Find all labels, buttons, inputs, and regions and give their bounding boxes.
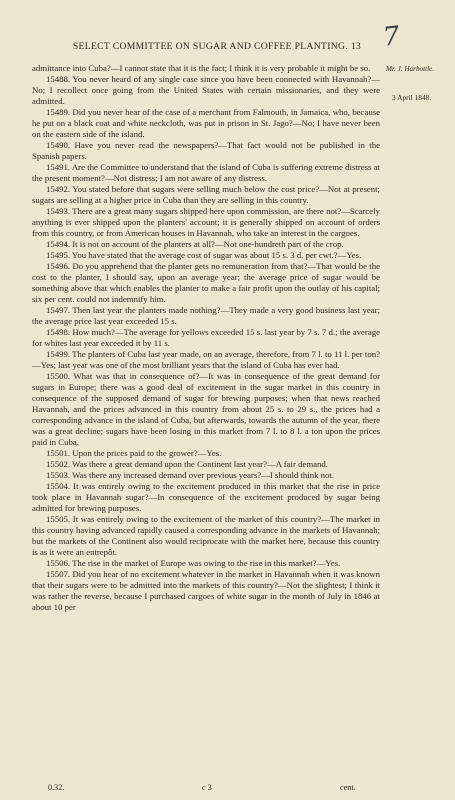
footer-signature-mark: c 3 [202,783,212,792]
paragraph: 15503. Was there any increased demand over previous years?—I should think not. [46,470,335,480]
testimony-body [32,63,380,613]
paragraph: 15494. It is not on account of the planters at all?—Not one-hundreth part of the crop. [46,239,344,249]
handwritten-folio-number: 7 [381,21,402,53]
paragraph: 15492. You stated before that sugars were selling much below the cost price?—Not at present; sugars are selling at a higher price in Cuba than they are selling in this country. [32,184,380,205]
paragraph: 15500. What was that in consequence of?—It was in consequence of the great demand for sugars in Europe; there was a good deal of excitement in the sugar market in this country in consequence of the supposed demand of sugar for brewing purposes; when that news reached Havannah, and the prices advanced in this country from about 25 s. to 29 s., the prices had a corresponding advance in the island of Cuba, but afterwards, towards the autumn of the year, there was a great decline; sugars have been losing in this market from 7 l. to 8 l. a ton upon the prices paid in Cuba. [32,371,380,447]
margin-date: 3 April 1848. [392,93,432,102]
paragraph: 15490. Have you never read the newspapers?—That fact would not be published in the Spanish papers. [32,140,380,161]
footer-catchword: cent. [340,783,356,792]
margin-witness-name: Mr. J. Harbottle. [386,65,435,73]
paragraph: 15489. Did you never hear of the case of a merchant from Falmouth, in Jamaica, who, because he put on a black coat and white neckcloth, was put in prison in St. Jago?—No; I have never been on the eastern side of the island. [32,107,380,139]
paragraph: 15488. You never heard of any single case since you have been connected with Havannah?—No; I recollect once going from the United States with certain missionaries, and they were admitted. [32,74,380,106]
paragraph: 15505. It was entirely owing to the excitement of the market of this country?—The market in this country having advanced rapidly caused a corresponding advance in the markets of Havannah; but the markets of the Continent also would reciprocate with the market here, because this country is as it were an entrepôt. [32,514,380,557]
paragraph: 15506. The rise in the market of Europe was owing to the rise in this market?—Yes. [46,558,341,568]
footer-sheet-number: 0.32. [48,783,65,792]
paragraph: 15497. Then last year the planters made nothing?—They made a very good business last year; the average price last year exceeded 15 s. [32,305,380,326]
paragraph: 15493. There are a great many sugars shipped here upon commission, are there not?—Scarcely anything is ever shipped upon the planters' account; it is generally shipped on account of orders from this country, or from American houses in Havannah, who take an interest in the cargoes. [32,206,380,238]
paragraph: 15502. Was there a great demand upon the Continent last year?—A fair demand. [46,459,328,469]
paragraph: 15501. Upon the prices paid to the grower?—Yes. [46,448,222,458]
header-title: SELECT COMMITTEE ON SUGAR AND COFFEE PLANTING. [72,41,349,52]
paragraph: admittance into Cuba?—I cannot state that it is the fact; I think it is very probable it might be so. [32,63,371,73]
header-page-number: 13 [350,41,362,52]
running-header [32,41,402,52]
paragraph: 15495. You have stated that the average cost of sugar was about 15 s. 3 d. per cwt.?—Yes. [46,250,362,260]
paragraph: 15507. Did you hear of no excitement whatever in the market in Havannah when it was known that their sugars were to be admitted into the markets of this country?—Not the slightest; I think it was rather the reverse, because I purchased cargoes of white sugar in the month of July in 1846 at about 10 per [32,569,380,612]
paragraph: 15499. The planters of Cuba last year made, on an average, therefore, from 7 l. to 11 l. per ton?—Yes; last year was one of the most brilliant years that the island of Cuba has ever had. [32,349,380,370]
paragraph: 15496. Do you apprehend that the planter gets no remuneration from that?—That would be the cost to the planter, I should say, upon an average year; the average price of sugar would be something above that which enables the planter to make a fair profit upon the outlay of his capital; six per cent. could not indemnify him. [32,261,380,304]
paragraph: 15491. Are the Committee to understand that the island of Cuba is suffering extreme distress at the present moment?—Not distress; I am not aware of any distress. [32,162,380,183]
paragraph: 15498. How much?—The average for yellows exceeded 15 s. last year by 7 s. 7 d.; the average for whites last year exceeded it by 11 s. [32,327,380,348]
paragraph: 15504. It was entirely owing to the excitement produced in this market that the rise in price took place in Havannah sugar?—In consequence of the excitement produced by sugar being admitted for brewing purposes. [32,481,380,513]
